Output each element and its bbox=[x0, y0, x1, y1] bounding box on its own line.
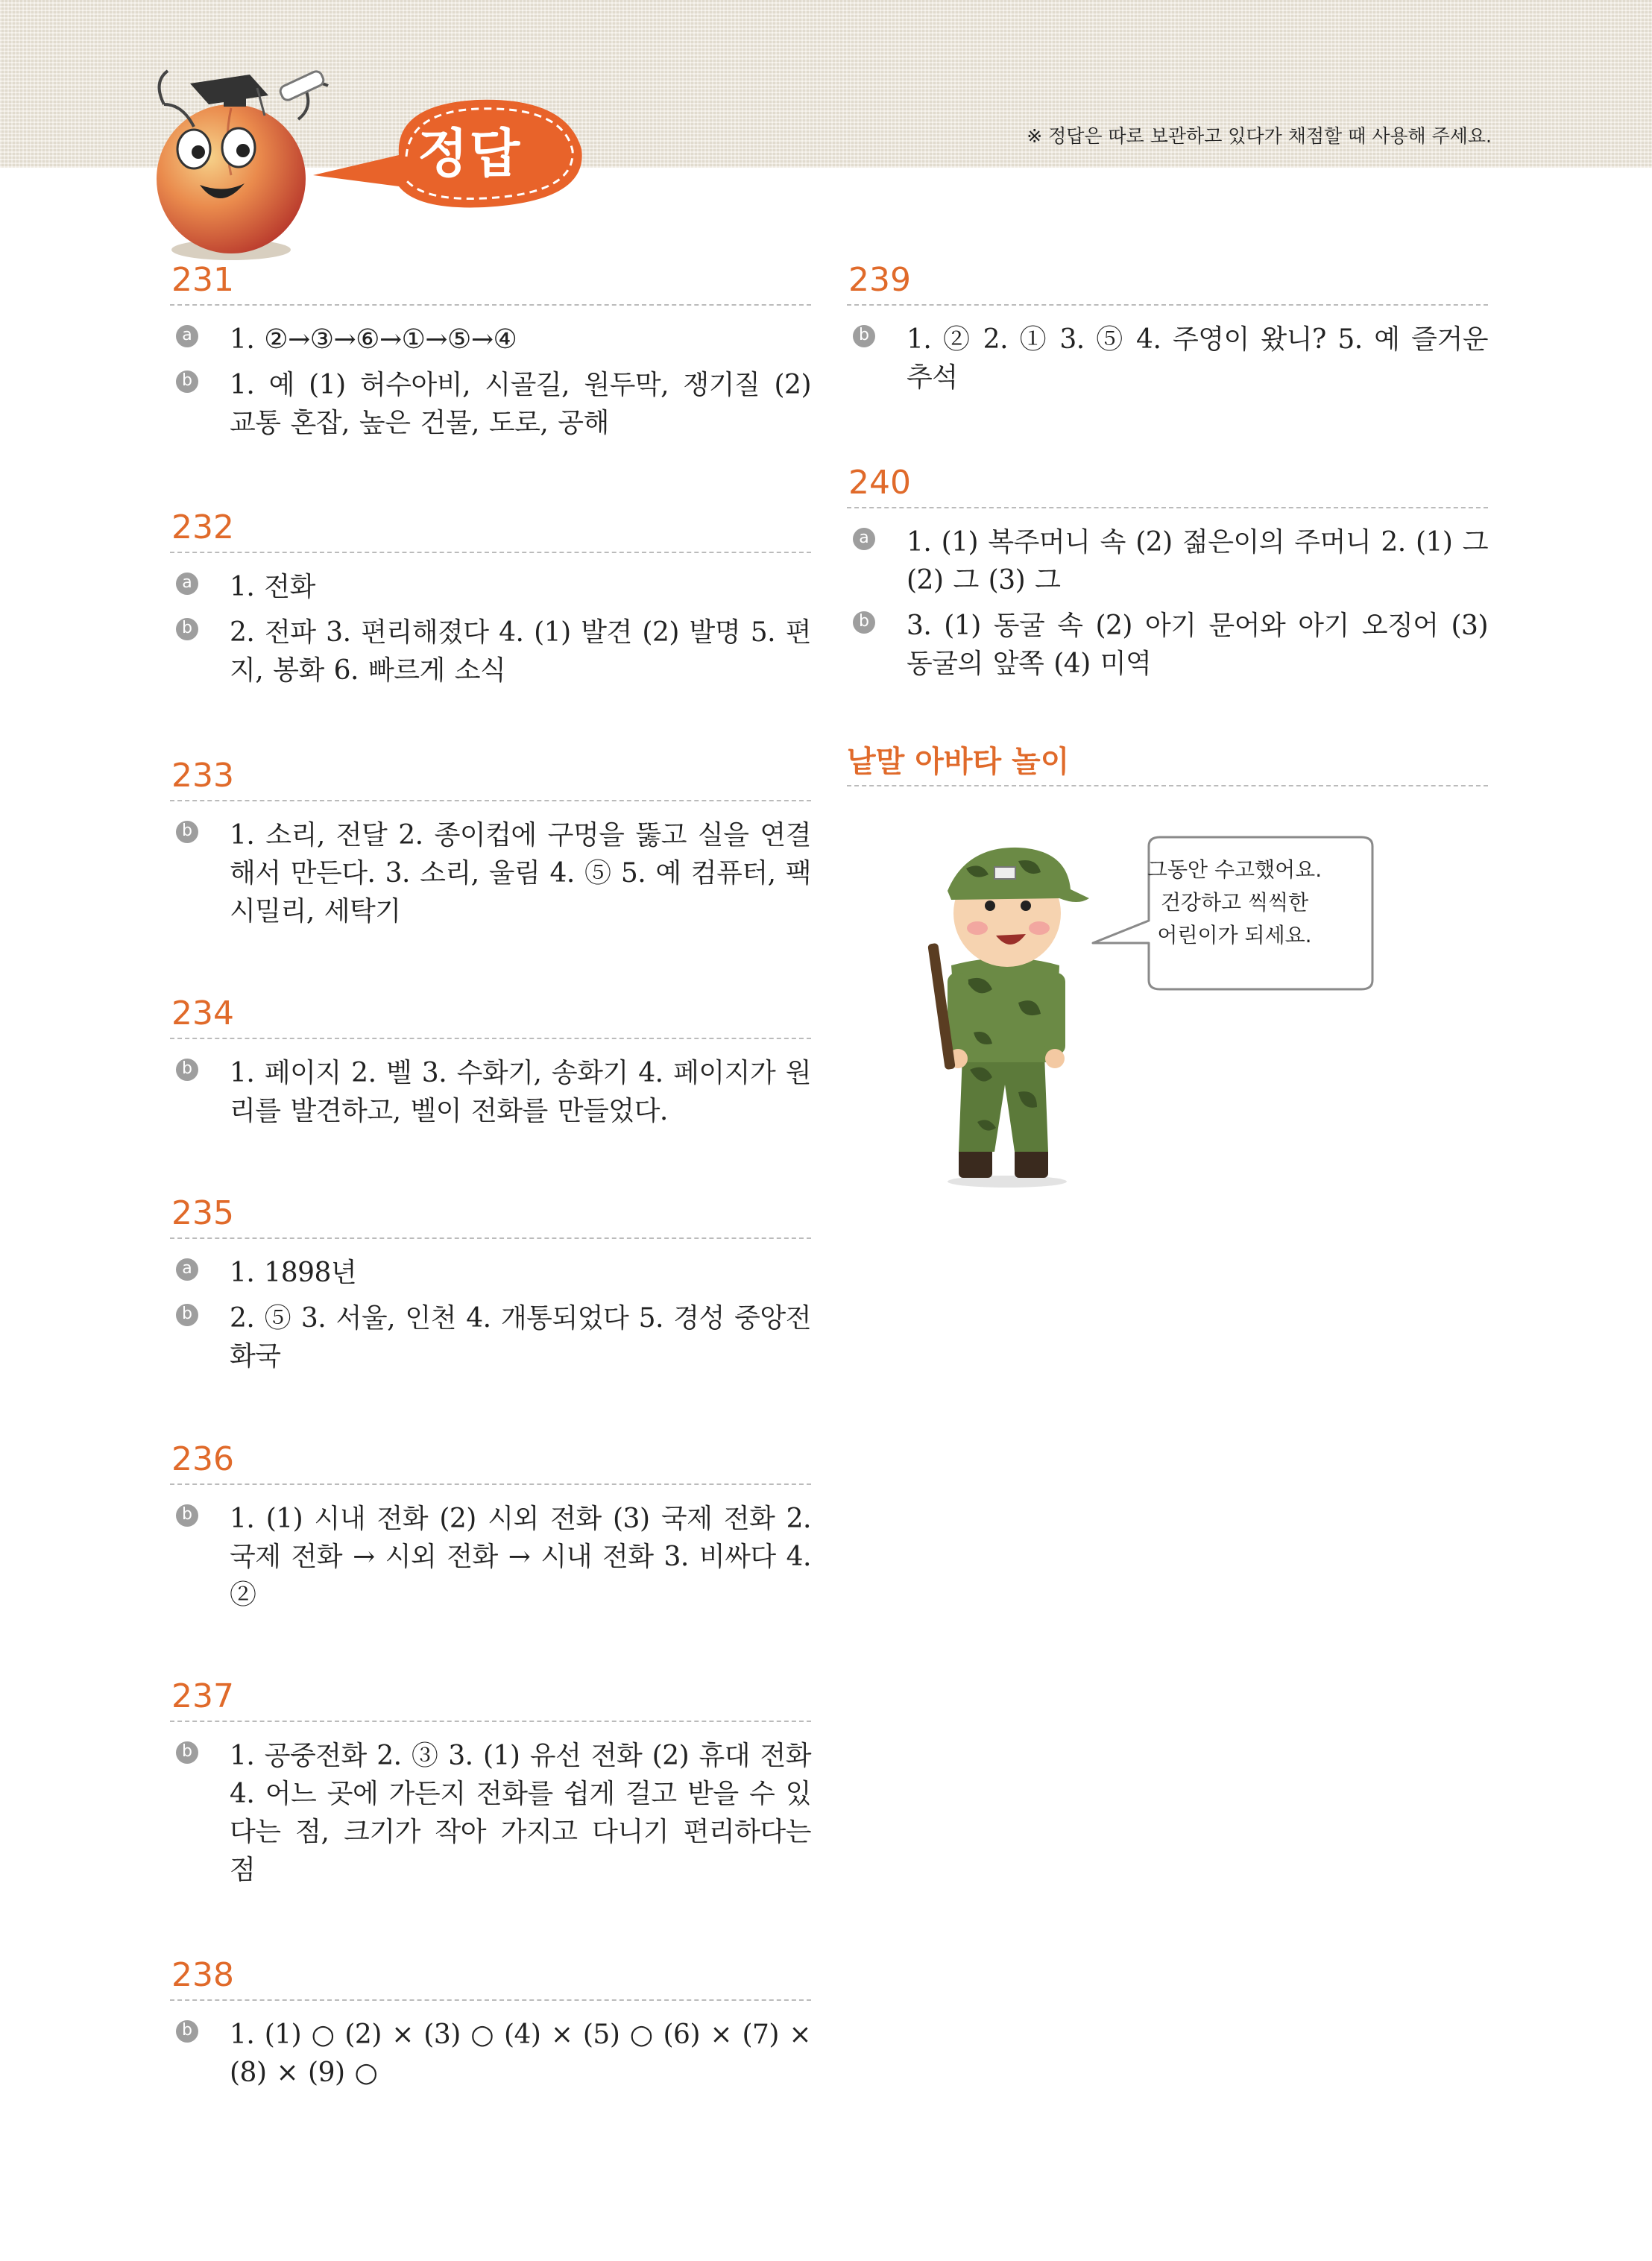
answer-row bbox=[170, 321, 811, 359]
answer-section-231 bbox=[170, 259, 811, 442]
answer-row bbox=[847, 523, 1488, 599]
answer-row bbox=[170, 366, 811, 442]
answer-row bbox=[170, 1500, 811, 1614]
avatar-game-title: 낱말 아바타 놀이 bbox=[847, 745, 1070, 779]
answer-text: 1. (1) 복주머니 속 (2) 젊은이의 주머니 2. (1) 그 (2) 그 (3) 그 bbox=[907, 527, 1488, 596]
answer-text: 1. 공중전화 2. ③ 3. (1) 유선 전화 (2) 휴대 전화 4. 어느 곳에 가든지 전화를 쉽게 걸고 받을 수 있다는 점, 크기가 작아 가지고 다니기 편리하다는 점 bbox=[230, 1741, 811, 1885]
answer-section-238 bbox=[170, 1955, 811, 2092]
section-number: 232 bbox=[171, 508, 234, 546]
section-number: 234 bbox=[171, 994, 234, 1032]
level-b-badge: b bbox=[176, 618, 198, 640]
answer-section-236 bbox=[170, 1439, 811, 1614]
level-b-badge: b bbox=[176, 1741, 198, 1764]
section-divider bbox=[170, 1721, 811, 1722]
answer-row bbox=[170, 1737, 811, 1889]
answer-section-239 bbox=[847, 259, 1488, 397]
level-b-badge: b bbox=[176, 1059, 198, 1081]
answer-section-235 bbox=[170, 1193, 811, 1375]
level-b-badge: b bbox=[176, 821, 198, 843]
section-divider bbox=[847, 304, 1488, 306]
speech-line: 그동안 수고했어요. bbox=[1147, 857, 1322, 882]
answer-section-233 bbox=[170, 755, 811, 930]
answer-text: 1. (1) 시내 전화 (2) 시외 전화 (3) 국제 전화 2. 국제 전화 → 시외 전화 → 시내 전화 3. 비싸다 4. ② bbox=[230, 1504, 811, 1610]
section-divider bbox=[170, 304, 811, 306]
answer-row bbox=[170, 568, 811, 606]
answer-text: 1. ②→③→⑥→①→⑤→④ bbox=[230, 324, 517, 355]
section-divider bbox=[847, 785, 1488, 786]
answer-row bbox=[170, 1054, 811, 1130]
answer-row bbox=[170, 1254, 811, 1292]
section-number: 237 bbox=[171, 1677, 234, 1715]
level-a-badge: a bbox=[176, 573, 198, 595]
answer-text: 1. 전화 bbox=[230, 572, 315, 602]
answer-text: 1. 1898년 bbox=[230, 1258, 357, 1288]
section-divider bbox=[170, 1999, 811, 2001]
level-b-badge: b bbox=[176, 1504, 198, 1527]
section-divider bbox=[170, 552, 811, 553]
section-divider bbox=[170, 800, 811, 801]
answer-text: 3. (1) 동굴 속 (2) 아기 문어와 아기 오징어 (3) 동굴의 앞쪽 (4) 미역 bbox=[907, 611, 1488, 679]
section-divider bbox=[170, 1483, 811, 1485]
section-divider bbox=[170, 1237, 811, 1239]
answer-section-240 bbox=[847, 462, 1488, 683]
answer-text: 1. ② 2. ① 3. ⑤ 4. 주영이 왔니? 5. 예 즐거운 추석 bbox=[907, 324, 1488, 393]
level-b-badge: b bbox=[853, 325, 875, 347]
answer-text: 1. 페이지 2. 벨 3. 수화기, 송화기 4. 페이지가 원리를 발견하고, 벨이 전화를 만들었다. bbox=[230, 1058, 811, 1126]
answer-row bbox=[170, 614, 811, 690]
answer-section-234 bbox=[170, 993, 811, 1130]
section-number: 236 bbox=[171, 1440, 234, 1478]
storage-notice: ※ 정답은 따로 보관하고 있다가 채점할 때 사용해 주세요. bbox=[1027, 125, 1492, 147]
speech-line: 어린이가 되세요. bbox=[1157, 923, 1312, 947]
level-b-badge: b bbox=[853, 611, 875, 634]
page-title: 정답 bbox=[417, 123, 522, 184]
answer-row bbox=[170, 816, 811, 930]
level-b-badge: b bbox=[176, 1304, 198, 1326]
answer-row bbox=[170, 2016, 811, 2092]
section-divider bbox=[847, 507, 1488, 508]
section-number: 235 bbox=[171, 1194, 234, 1232]
level-a-badge: a bbox=[853, 528, 875, 550]
answer-row bbox=[170, 1299, 811, 1375]
answer-text: 1. 소리, 전달 2. 종이컵에 구멍을 뚫고 실을 연결해서 만든다. 3. 소리, 울림 4. ⑤ 5. 예 컴퓨터, 팩시밀리, 세탁기 bbox=[230, 820, 811, 927]
level-b-badge: b bbox=[176, 2020, 198, 2043]
answer-row bbox=[847, 607, 1488, 683]
section-divider bbox=[170, 1038, 811, 1039]
section-number: 239 bbox=[848, 261, 911, 299]
level-b-badge: b bbox=[176, 370, 198, 393]
answer-text: 1. 예 (1) 허수아비, 시골길, 원두막, 쟁기질 (2) 교통 혼잡, 높은 건물, 도로, 공해 bbox=[230, 370, 811, 438]
level-a-badge: a bbox=[176, 325, 198, 347]
avatar-game-section bbox=[847, 742, 1488, 1219]
answer-text: 1. (1) ○ (2) × (3) ○ (4) × (5) ○ (6) × (7) × (8) × (9) ○ bbox=[230, 2019, 811, 2088]
answer-text: 2. ⑤ 3. 서울, 인천 4. 개통되었다 5. 경성 중앙전화국 bbox=[230, 1303, 811, 1372]
answer-section-237 bbox=[170, 1676, 811, 1889]
answer-section-232 bbox=[170, 507, 811, 690]
speech-text bbox=[1115, 854, 1354, 952]
answer-text: 2. 전파 3. 편리해졌다 4. (1) 발견 (2) 발명 5. 편지, 봉화 6. 빠르게 소식 bbox=[230, 617, 811, 686]
level-a-badge: a bbox=[176, 1258, 198, 1281]
speech-line: 건강하고 씩씩한 bbox=[1160, 890, 1309, 915]
answer-row bbox=[847, 321, 1488, 397]
section-number: 240 bbox=[848, 464, 911, 502]
section-number: 238 bbox=[171, 1956, 234, 1994]
section-number: 231 bbox=[171, 261, 234, 299]
section-number: 233 bbox=[171, 757, 234, 795]
